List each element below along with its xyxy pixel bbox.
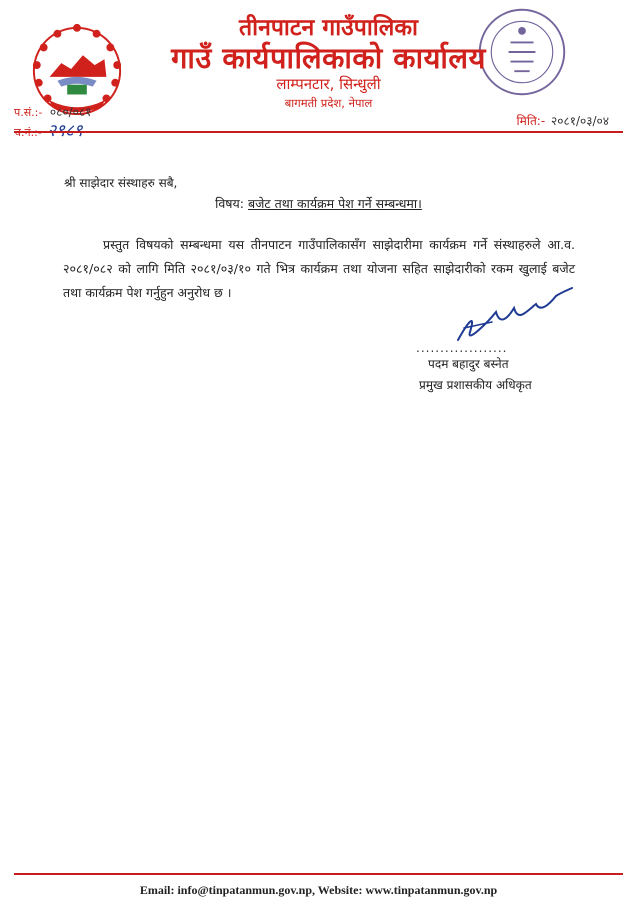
addressee: श्री साझेदार संस्थाहरु सबै, [64,176,178,190]
signatory-title: प्रमुख प्रशासकीय अधिकृत [419,378,532,392]
ps-value: ०८०/०८१ [49,105,92,119]
cn-label: च.नं.:- [14,126,42,139]
subject-text: बजेट तथा कार्यक्रम पेश गर्ने सम्बन्धमा। [247,196,422,211]
office-name: गाउँ कार्यपालिकाको कार्यालय [171,41,486,75]
header-divider [14,131,623,133]
subject-line [0,195,637,212]
office-location: लाम्पनटार, सिन्धुली [276,75,381,93]
date-label: मिति:- [516,114,546,128]
footer-contact: Email: info@tinpatanmun.gov.np, Website: www.tinpatanmun.gov.np [139,883,498,897]
signature-line: ................... [416,341,508,355]
ps-label: प.सं.:- [14,106,43,119]
chalani-number [14,118,83,141]
cn-value: २९८९ [47,121,83,141]
signatory-name: पदम बहादुर बस्नेत [428,357,509,371]
letter-date [517,112,609,129]
subject-label: विषय: [215,196,244,211]
footer-divider [14,873,623,875]
municipality-name: तीनपाटन गाउँपालिका [239,15,418,41]
body-paragraph: प्रस्तुत विषयको सम्बन्धमा यस तीनपाटन गाउँपालिकासँग साझेदारीमा कार्यक्रम गर्ने संस्थाहरुले आ.व. २०८१/०८२ को लागि मिति २०८१/०३/१० गते भित्र कार्यक्रम तथा योजना सहित साझेदारीको रकम खुलाई बजेट तथा कार्यक्रम पेश गर्नुहुन अनुरोध छ । [63,237,575,300]
province-name: बागमती प्रदेश, नेपाल [284,96,373,110]
date-value: २०८१/०३/०४ [550,114,609,128]
